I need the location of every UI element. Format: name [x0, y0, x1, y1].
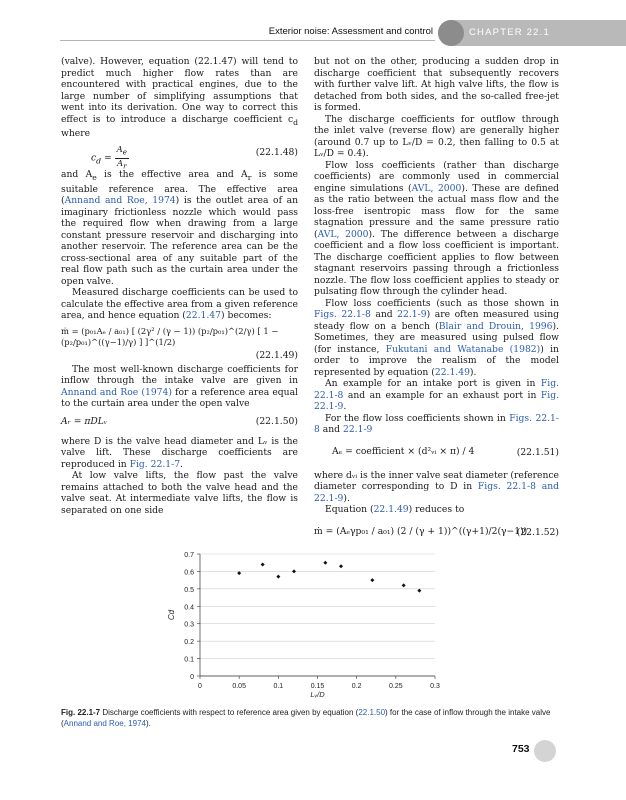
x-tick-label: 0.05: [232, 683, 246, 690]
eq-symbol: c: [91, 153, 97, 165]
equation-link[interactable]: 22.1.50: [358, 708, 386, 717]
paragraph: [61, 364, 298, 410]
x-tick-label: 0.2: [351, 683, 362, 690]
figure-link[interactable]: Fig. 22.1-8: [314, 378, 559, 401]
equation-number: (22.1.52): [516, 526, 559, 538]
data-point: [402, 583, 406, 587]
y-tick-label: 0.3: [184, 621, 194, 629]
discharge-coefficient-chart: [150, 548, 450, 698]
x-tick-label: 0.1: [273, 683, 284, 690]
text: where dᵥᵢ is the inner valve seat diameter (reference diameter corresponding to D in: [314, 469, 559, 492]
equation-body: Aₑ = coefficient × (d²ᵥᵢ × π) / 4: [332, 445, 475, 457]
running-title: Exterior noise: Assessment and control: [268, 26, 433, 37]
figure-link[interactable]: Fig. 22.1-9: [314, 389, 559, 412]
figure-link[interactable]: Figs. 22.1-8 and 22.1-9: [314, 481, 559, 504]
paragraph: [314, 378, 559, 413]
right-column: [314, 56, 559, 550]
paragraph: At low valve lifts, the flow past the valve remains attached to both the valve head and the valve seat. At intermediate valve lifts, the flow is separated on one side: [61, 470, 298, 516]
paragraph: [314, 298, 559, 379]
paragraph: [61, 56, 298, 139]
equation-22-1-49: [61, 322, 298, 364]
text: ).: [469, 366, 477, 378]
data-point: [276, 575, 280, 579]
data-point: [237, 571, 241, 575]
figure-caption: [61, 708, 561, 729]
data-point: [417, 589, 421, 593]
text: for a reference area equal to the curtain area under the open valve: [61, 386, 298, 410]
text: Discharge coefficients with respect to reference area given by equation (: [100, 708, 359, 717]
data-point: [370, 578, 374, 582]
paragraph: [61, 436, 298, 471]
equation-number: (22.1.51): [516, 446, 559, 458]
subscript: d: [96, 156, 102, 166]
y-tick-label: 0.5: [184, 586, 194, 594]
figure-label: Fig. 22.1-7: [61, 708, 101, 717]
paragraph: The discharge coefficients for outflow through the inlet valve (reverse flow) are generally higher (around 0.7 up to Lᵥ/D = 0.2, then falling to 0.5 at Lᵥ/D = 0.4).: [314, 113, 559, 159]
equation-link[interactable]: 22.1.49: [434, 366, 470, 378]
equation-number: (22.1.50): [255, 415, 298, 427]
subscript: e: [92, 173, 97, 183]
left-column: [61, 56, 298, 516]
citation-link[interactable]: Blair and Drouin, 1996: [438, 320, 553, 332]
page-number-circle: [534, 740, 556, 762]
text: and: [370, 309, 398, 320]
data-point: [323, 561, 327, 565]
text: (valve). However, equation (22.1.47) will tend to predict much higher flow rates than are encountered with practical engines, due to the large number of simplifying assumptions that went into its derivation. One way to correct this effect is to introduce a discharge coefficient c: [61, 56, 298, 125]
eq-symbol: A: [117, 159, 124, 170]
x-tick-label: 0: [198, 683, 202, 690]
x-tick-label: 0.25: [389, 683, 403, 690]
text: Measured discharge coefficients can be used to calculate the effective area from a given reference area, and hence equation (: [61, 287, 298, 322]
equation-link[interactable]: 22.1.47: [185, 310, 221, 322]
text: Flow loss coefficients (rather than discharge coefficients) are commonly used in commercial engine simulations (: [314, 159, 559, 194]
equation-22-1-52: [314, 516, 559, 550]
citation-link[interactable]: Annand and Roe (1974): [61, 386, 172, 398]
figure-link[interactable]: 22.1-9: [342, 424, 373, 435]
x-axis-label: Lᵥ/D: [310, 690, 325, 698]
text: is some suitable reference area. The effective area (: [61, 169, 298, 207]
citation-link[interactable]: Annand and Roe, 1974: [63, 718, 146, 728]
citation-link[interactable]: AVL, 2000: [317, 228, 369, 240]
paragraph: [314, 470, 559, 505]
paragraph: [61, 287, 298, 322]
citation-link[interactable]: AVL, 2000: [411, 182, 462, 194]
y-tick-label: 0.2: [184, 639, 194, 647]
chapter-tab-circle: [438, 20, 464, 46]
data-point: [339, 564, 343, 568]
y-tick-label: 0.7: [184, 552, 194, 559]
text: Flow loss coefficients (such as those shown in: [325, 297, 559, 309]
figure-link[interactable]: Figs. 22.1-8: [314, 309, 371, 320]
text: .: [343, 401, 347, 412]
subscript: d: [293, 117, 298, 127]
figure-link[interactable]: 22.1-9: [397, 309, 427, 320]
chapter-label: CHAPTER 22.1: [469, 27, 550, 38]
equation-22-1-51: [314, 436, 559, 470]
header-divider: [60, 40, 435, 41]
subscript: r: [247, 173, 252, 183]
equation-22-1-50: [61, 410, 298, 436]
equation-body: Aᵣ = πDLᵥ: [61, 415, 108, 427]
fraction: [115, 145, 129, 171]
text: An example for an intake port is given in: [325, 378, 541, 389]
text: ).: [343, 492, 350, 504]
equation-22-1-48: $c_d$ = $\frac{A_e}{A_r}$ (22.1.48): [91, 145, 298, 171]
text: ). The difference between a discharge coefficient and a flow loss coefficient is important. The discharge coefficient applies to flow between stagnant reservoirs passing through a frictionless nozzle. The flow loss coefficient applies to steady or pulsating flow through the cylinder head.: [314, 228, 559, 297]
citation-link[interactable]: Fukutani and Watanabe (1982): [385, 343, 541, 355]
citation-link[interactable]: Annand and Roe, 1974: [64, 195, 176, 207]
text: ) becomes:: [220, 310, 272, 322]
text: ) for the case of inflow through the intake valve (: [61, 708, 551, 728]
text: where: [61, 127, 91, 139]
figure-link[interactable]: Figs. 22.1-8: [314, 412, 559, 435]
text: ). These are defined as the ratio between the actual mass flow and the loss-free isentropic mass flow for the same stagnation pressure and the same pressure ratio (: [314, 182, 560, 240]
text: Equation (: [325, 504, 374, 515]
text: ).: [145, 718, 151, 728]
text: ) is the outlet area of an imaginary frictionless nozzle which would pass the required flow when drawing from a large constant pressure reservoir and discharging into another reservoir. The reference area can be the cross-sectional area of any suitable part of the real flow path such as the curtain area under the open valve.: [61, 195, 298, 287]
text: ). Sometimes, they are measured using pulsed flow (for instance,: [314, 320, 559, 355]
text: is the effective area and A: [96, 169, 248, 181]
y-tick-label: 0.4: [184, 604, 194, 612]
equation-body: ṁ = (Aₑγp₀₁ / a₀₁) (2 / (γ + 1))^((γ+1)/2(γ−1)): [314, 525, 528, 537]
paragraph: [61, 169, 298, 287]
x-tick-label: 0.3: [430, 683, 440, 690]
x-tick-label: 0.15: [310, 683, 325, 690]
data-point: [261, 562, 265, 566]
text: and an example for an exhaust port in: [343, 389, 541, 401]
y-tick-label: 0.6: [184, 569, 194, 577]
y-tick-label: 0: [190, 674, 194, 681]
equation-link[interactable]: 22.1.49: [373, 504, 409, 515]
text: For the flow loss coefficients shown in: [325, 412, 510, 424]
figure-link[interactable]: Fig. 22.1-7: [129, 458, 181, 470]
text: The most well-known discharge coefficients for inflow through the intake valve are given in: [61, 363, 298, 387]
text: where D is the valve head diameter and Lᵥ is the valve lift. These discharge coefficients are reproduced in: [61, 435, 298, 470]
equation-number: (22.1.48): [255, 147, 298, 159]
text: ) reduces to: [408, 504, 465, 515]
text: and: [319, 424, 343, 435]
y-axis-label: Cd: [167, 609, 176, 621]
page-number: 753: [512, 743, 530, 755]
eq-symbol: A: [116, 145, 123, 156]
paragraph: [314, 160, 559, 298]
text: ) are often measured using steady flow on a bench (: [314, 309, 559, 332]
subscript: e: [122, 148, 127, 158]
paragraph: [314, 504, 559, 516]
y-tick-label: 0.1: [184, 656, 194, 664]
equation-number: (22.1.49): [255, 349, 298, 361]
equation-body: ṁ = (p₀₁Aₑ / a₀₁) [ (2γ² / (γ − 1)) (p₂/p₀₁)^(2/γ) [ 1 − (p₂/p₀₁)^((γ−1)/γ) ] ]^(1/2): [61, 325, 279, 348]
text: .: [180, 458, 183, 470]
text: and A: [61, 169, 93, 181]
text: ) in order to improve the realism of the model represented by equation (: [314, 343, 559, 378]
subscript: r: [123, 161, 127, 171]
paragraph: [314, 413, 559, 436]
paragraph: but not on the other, producing a sudden drop in discharge coefficient that subsequently recovers with further valve lift. At high valve lifts, the flow is detached from both sides, and the so-called free-jet is formed.: [314, 56, 559, 113]
data-point: [292, 569, 296, 573]
